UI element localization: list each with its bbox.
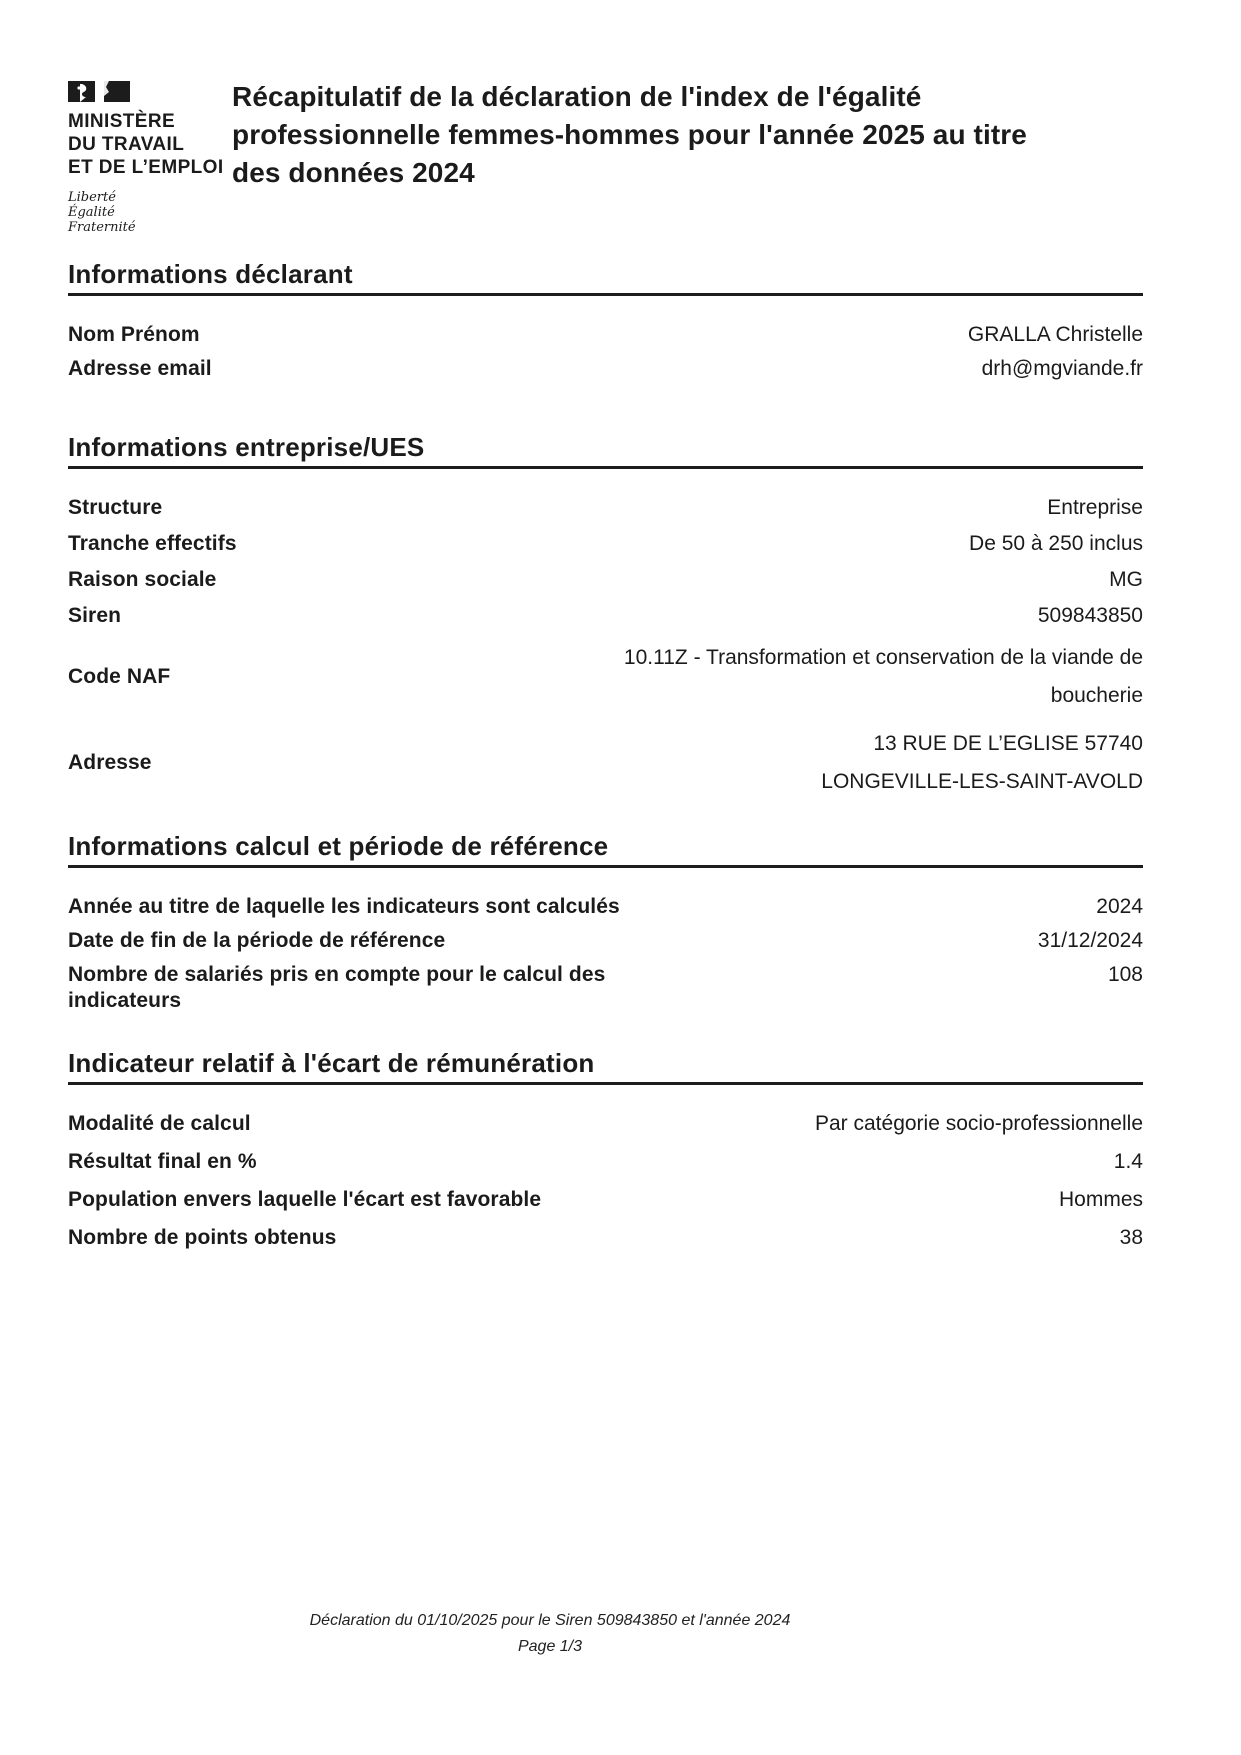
section-heading: Informations déclarant <box>68 261 1143 296</box>
field-value: 509843850 <box>1037 604 1143 627</box>
marianne-flag-icon <box>68 80 134 104</box>
field-row <box>68 928 1143 954</box>
page-title-line: professionnelle femmes-hommes pour l'année 2025 au titre <box>232 119 1027 150</box>
footer-page-number: Page 1/3 <box>517 1638 583 1655</box>
section-heading: Indicateur relatif à l'écart de rémunération <box>68 1050 1143 1085</box>
field-label: Date de fin de la période de référence <box>68 929 446 952</box>
ministry-name-line: MINISTÈRE <box>68 111 176 132</box>
motto-line: Égalité <box>68 205 115 220</box>
field-value: 38 <box>1119 1226 1143 1249</box>
field-value: 1.4 <box>1113 1150 1143 1173</box>
field-value: Entreprise <box>1047 496 1143 519</box>
field-value: GRALLA Christelle <box>967 323 1143 346</box>
field-label: Code NAF <box>68 665 171 688</box>
field-value: MG <box>1109 568 1143 591</box>
field-label: Raison sociale <box>68 568 217 591</box>
field-label: Année au titre de laquelle les indicateurs sont calculés <box>68 895 620 918</box>
field-value: 13 RUE DE L’EGLISE 57740 LONGEVILLE-LES-SAINT-AVOLD <box>821 732 1143 793</box>
ministry-name <box>68 110 232 179</box>
page-title-line: des données 2024 <box>232 157 475 188</box>
ministry-name-line: ET DE L’EMPLOI <box>68 157 224 178</box>
field-value: Par catégorie socio-professionnelle <box>814 1112 1143 1135</box>
section-rows <box>68 495 1143 801</box>
field-label: Nom Prénom <box>68 323 200 346</box>
section-rows <box>68 322 1143 382</box>
field-value: drh@mgviande.fr <box>981 357 1143 380</box>
field-value: De 50 à 250 inclus <box>969 532 1143 555</box>
field-value: 108 <box>1107 963 1143 986</box>
section-heading: Informations entreprise/UES <box>68 434 1143 469</box>
section-indicateur-remuneration <box>68 1050 1143 1251</box>
field-label: Tranche effectifs <box>68 532 237 555</box>
motto-line: Fraternité <box>68 220 136 235</box>
field-row <box>68 322 1143 348</box>
field-value: 2024 <box>1096 895 1143 918</box>
field-label: Population envers laquelle l'écart est favorable <box>68 1188 542 1211</box>
page-footer <box>0 1608 1100 1660</box>
field-row <box>68 356 1143 382</box>
field-value: 31/12/2024 <box>1037 929 1143 952</box>
field-row <box>68 567 1143 593</box>
field-label: Siren <box>68 604 122 627</box>
field-row <box>68 962 1143 1014</box>
field-row <box>68 495 1143 521</box>
field-row <box>68 894 1143 920</box>
field-row <box>68 1187 1143 1213</box>
ministry-logo <box>68 78 232 235</box>
field-label: Adresse email <box>68 357 212 380</box>
field-row <box>68 1149 1143 1175</box>
page-title <box>232 78 1027 192</box>
field-value: 10.11Z - Transformation et conservation de la viande de boucherie <box>623 646 1143 707</box>
field-value: Hommes <box>1058 1188 1143 1211</box>
document-header <box>68 78 1143 235</box>
field-label: Nombre de salariés pris en compte pour le calcul des indicateurs <box>68 963 606 1012</box>
ministry-motto <box>68 190 232 235</box>
section-informations-calcul <box>68 833 1143 1014</box>
section-informations-entreprise <box>68 434 1143 801</box>
field-label: Nombre de points obtenus <box>68 1226 337 1249</box>
section-rows <box>68 894 1143 1014</box>
field-label: Résultat final en % <box>68 1150 257 1173</box>
field-row <box>68 1111 1143 1137</box>
field-label: Modalité de calcul <box>68 1112 251 1135</box>
field-label: Structure <box>68 496 163 519</box>
motto-line: Liberté <box>68 190 116 205</box>
field-row <box>68 725 1143 801</box>
ministry-name-line: DU TRAVAIL <box>68 134 185 155</box>
field-row <box>68 639 1143 715</box>
field-row <box>68 603 1143 629</box>
section-informations-declarant <box>68 261 1143 382</box>
section-heading: Informations calcul et période de référence <box>68 833 1143 868</box>
field-row <box>68 1225 1143 1251</box>
section-rows <box>68 1111 1143 1251</box>
footer-declaration-line: Déclaration du 01/10/2025 pour le Siren 509843850 et l'année 2024 <box>309 1612 791 1629</box>
page-title-line: Récapitulatif de la déclaration de l'index de l'égalité <box>232 81 922 112</box>
field-row <box>68 531 1143 557</box>
field-label: Adresse <box>68 751 152 774</box>
